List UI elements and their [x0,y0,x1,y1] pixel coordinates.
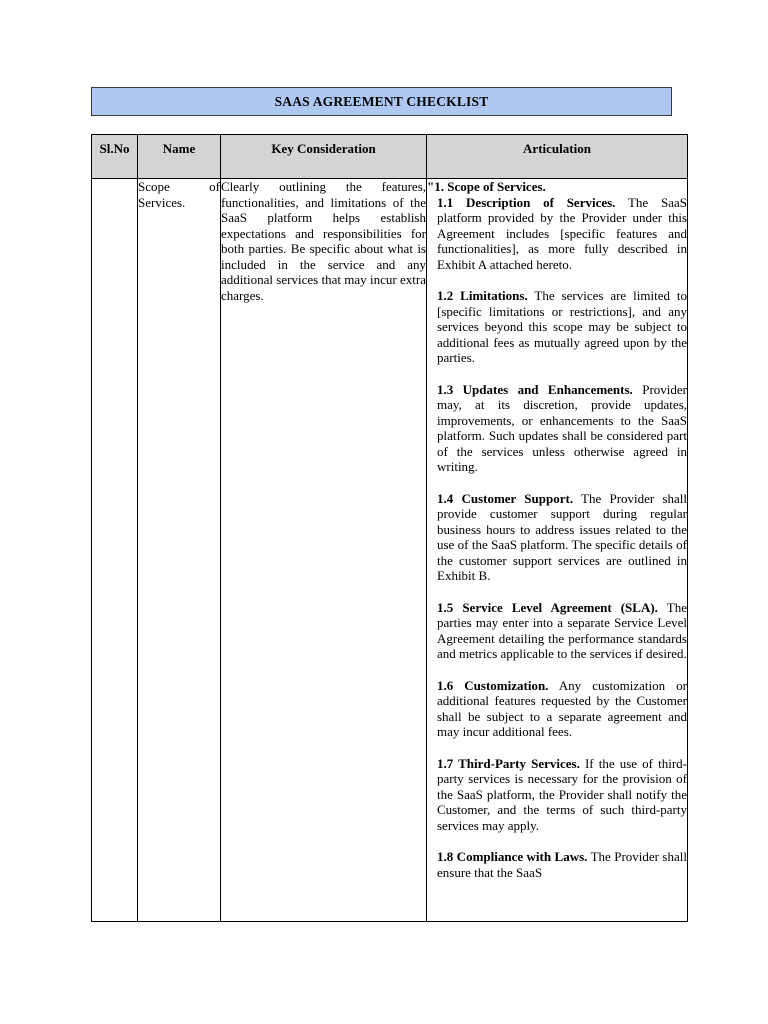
clause [427,756,687,834]
key-consideration-text: Clearly outlining the features, functionalities, and limitations of the SaaS platform helps establish expectations and responsibilities for both parties. Be specific about what is included in the service and any additional services that may incur extra charges. [221,179,426,303]
header-articulation: Articulation [427,135,688,179]
header-name: Name [138,135,221,179]
table-header-row [92,135,688,179]
clause-text: If the use of third-party services is necessary for the provision of the SaaS platform, the Provider shall notify the Customer, and the terms of such third-party services may apply. [437,755,687,833]
cell-slno [92,179,138,922]
table-row [92,179,688,922]
clause-title: 1.5 Service Level Agreement (SLA). [437,599,658,615]
cell-name [138,179,221,922]
clause [427,491,687,584]
clause-text: Any customization or additional features requested by the Customer shall be subject to a separate agreement and may incur additional fees. [437,677,687,739]
clause [427,849,687,880]
header-slno: Sl.No [92,135,138,179]
cell-articulation [427,179,688,922]
clause-text: Provider may, at its discretion, provide updates, improvements, or enhancements to the SaaS platform. Such updates shall be considered part of the services unless otherwise agreed in writing. [437,381,687,474]
name-text: Scope of Services. [138,179,220,210]
clause-title: 1.1 Description of Services. [437,194,616,210]
clause-text: The SaaS platform provided by the Provider under this Agreement includes [specific features and functionalities], as more fully described in Exhibit A attached hereto. [437,194,687,272]
clause-title: 1.6 Customization. [437,677,549,693]
document-title: SAAS AGREEMENT CHECKLIST [91,87,672,116]
clause [427,600,687,662]
cell-key-consideration [221,179,427,922]
clause-title: 1.2 Limitations. [437,288,528,303]
clause-title: 1.4 Customer Support. [437,490,574,506]
clause [427,382,687,475]
clause [427,195,687,273]
clause-title: 1.7 Third-Party Services. [437,755,580,771]
clause-text: The Provider shall provide customer support during regular business hours to address issues related to the use of the SaaS platform. The specific details of the customer support services are outlined in Exhibit B. [437,490,687,583]
clause-title: 1.3 Updates and Enhancements. [437,381,633,397]
clause-text: The services are limited to [specific limitations or restrictions], and any services beyond this scope may be subject to additional fees as mutually agreed upon by the parties. [437,288,687,365]
clause-title: 1.8 Compliance with Laws. [437,849,588,864]
clause-text: The Provider shall ensure that the SaaS [437,849,687,880]
articulation-heading: "1. Scope of Services. [427,179,546,194]
header-key-consideration: Key Consideration [221,135,427,179]
checklist-table [91,134,688,922]
articulation-content [427,179,687,915]
clause-text: The parties may enter into a separate Service Level Agreement detailing the performance standards and metrics applicable to the services if desired. [437,599,687,661]
clause [427,288,687,366]
clause [427,678,687,740]
